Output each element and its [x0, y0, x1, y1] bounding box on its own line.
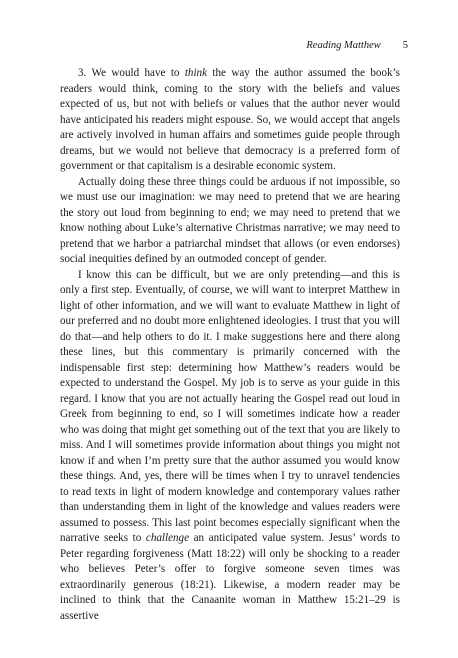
emphasis-text: challenge: [145, 532, 190, 544]
running-title: Reading Matthew: [306, 40, 381, 51]
paragraph: [60, 268, 400, 625]
body-text: [60, 66, 400, 624]
paragraph-text: 3. We would have to: [78, 67, 185, 79]
running-head: [306, 40, 408, 51]
paragraph-text: the way the author assumed the book’s readers would think, coming to the story with the beliefs and values expected of us, but not with beliefs or values that the author never would have anticipated his readers might espouse. So, we would accept that angels are actively involved in human affairs and sometimes guide people through dreams, but we would not believe that democracy is a preferred form of government or that capitalism is a desirable economic system.: [60, 67, 400, 172]
page-number: 5: [402, 40, 408, 51]
paragraph: [60, 66, 400, 175]
paragraph-text: I know this can be difficult, but we are only pretending—and this is only a first step. Eventually, of course, we will want to interpret Matthew in light of other information, and we will want to evaluate Matthew in light of our preferred and no doubt more enlightened ideologies. I trust that you will do that—and help others to do it. I make suggestions here and there along these lines, but this commentary is primarily concerned with the indispensable first step: determining how Matthew’s readers would be expected to understand the Gospel. My job is to serve as your guide in this regard. I know that you are not actually hearing the Gospel read out loud in Greek from beginning to end, so I will sometimes indicate how a reader who was doing that might get something out of the text that you are likely to miss. And I will sometimes provide information about things you might not know if and when I’m pretty sure that the author assumed you would know these things. And, yes, there will be times when I try to unravel tendencies to read texts in light of modern knowledge and contemporary values rather than understanding them in light of the knowledge and values readers were assumed to possess. This last point becomes especially significant when the narrative seeks to: [60, 268, 400, 544]
paragraph-text: Actually doing these three things could be arduous if not impossible, so we must use our imagination: we may need to pretend that we are hearing the story out loud from beginning to end; we may need to pretend that we know nothing about Luke’s alternative Christmas narrative; we may need to pretend that we harbor a patriarchal mindset that allows (or even endorses) social inequities defined by an outmoded concept of gender.: [60, 175, 400, 265]
paragraph: [60, 175, 400, 268]
emphasis-text: think: [184, 67, 208, 79]
paragraph-text: an anticipated value system. Jesus’ words to Peter regarding forgiveness (Matt 18:22) will only be shocking to a reader who believes Peter’s offer to forgive someone seven times was extraordinarily generous (18:21). Likewise, a modern reader may be inclined to think that the Canaanite woman in Matthew 15:21–29 is assertive: [60, 532, 401, 622]
